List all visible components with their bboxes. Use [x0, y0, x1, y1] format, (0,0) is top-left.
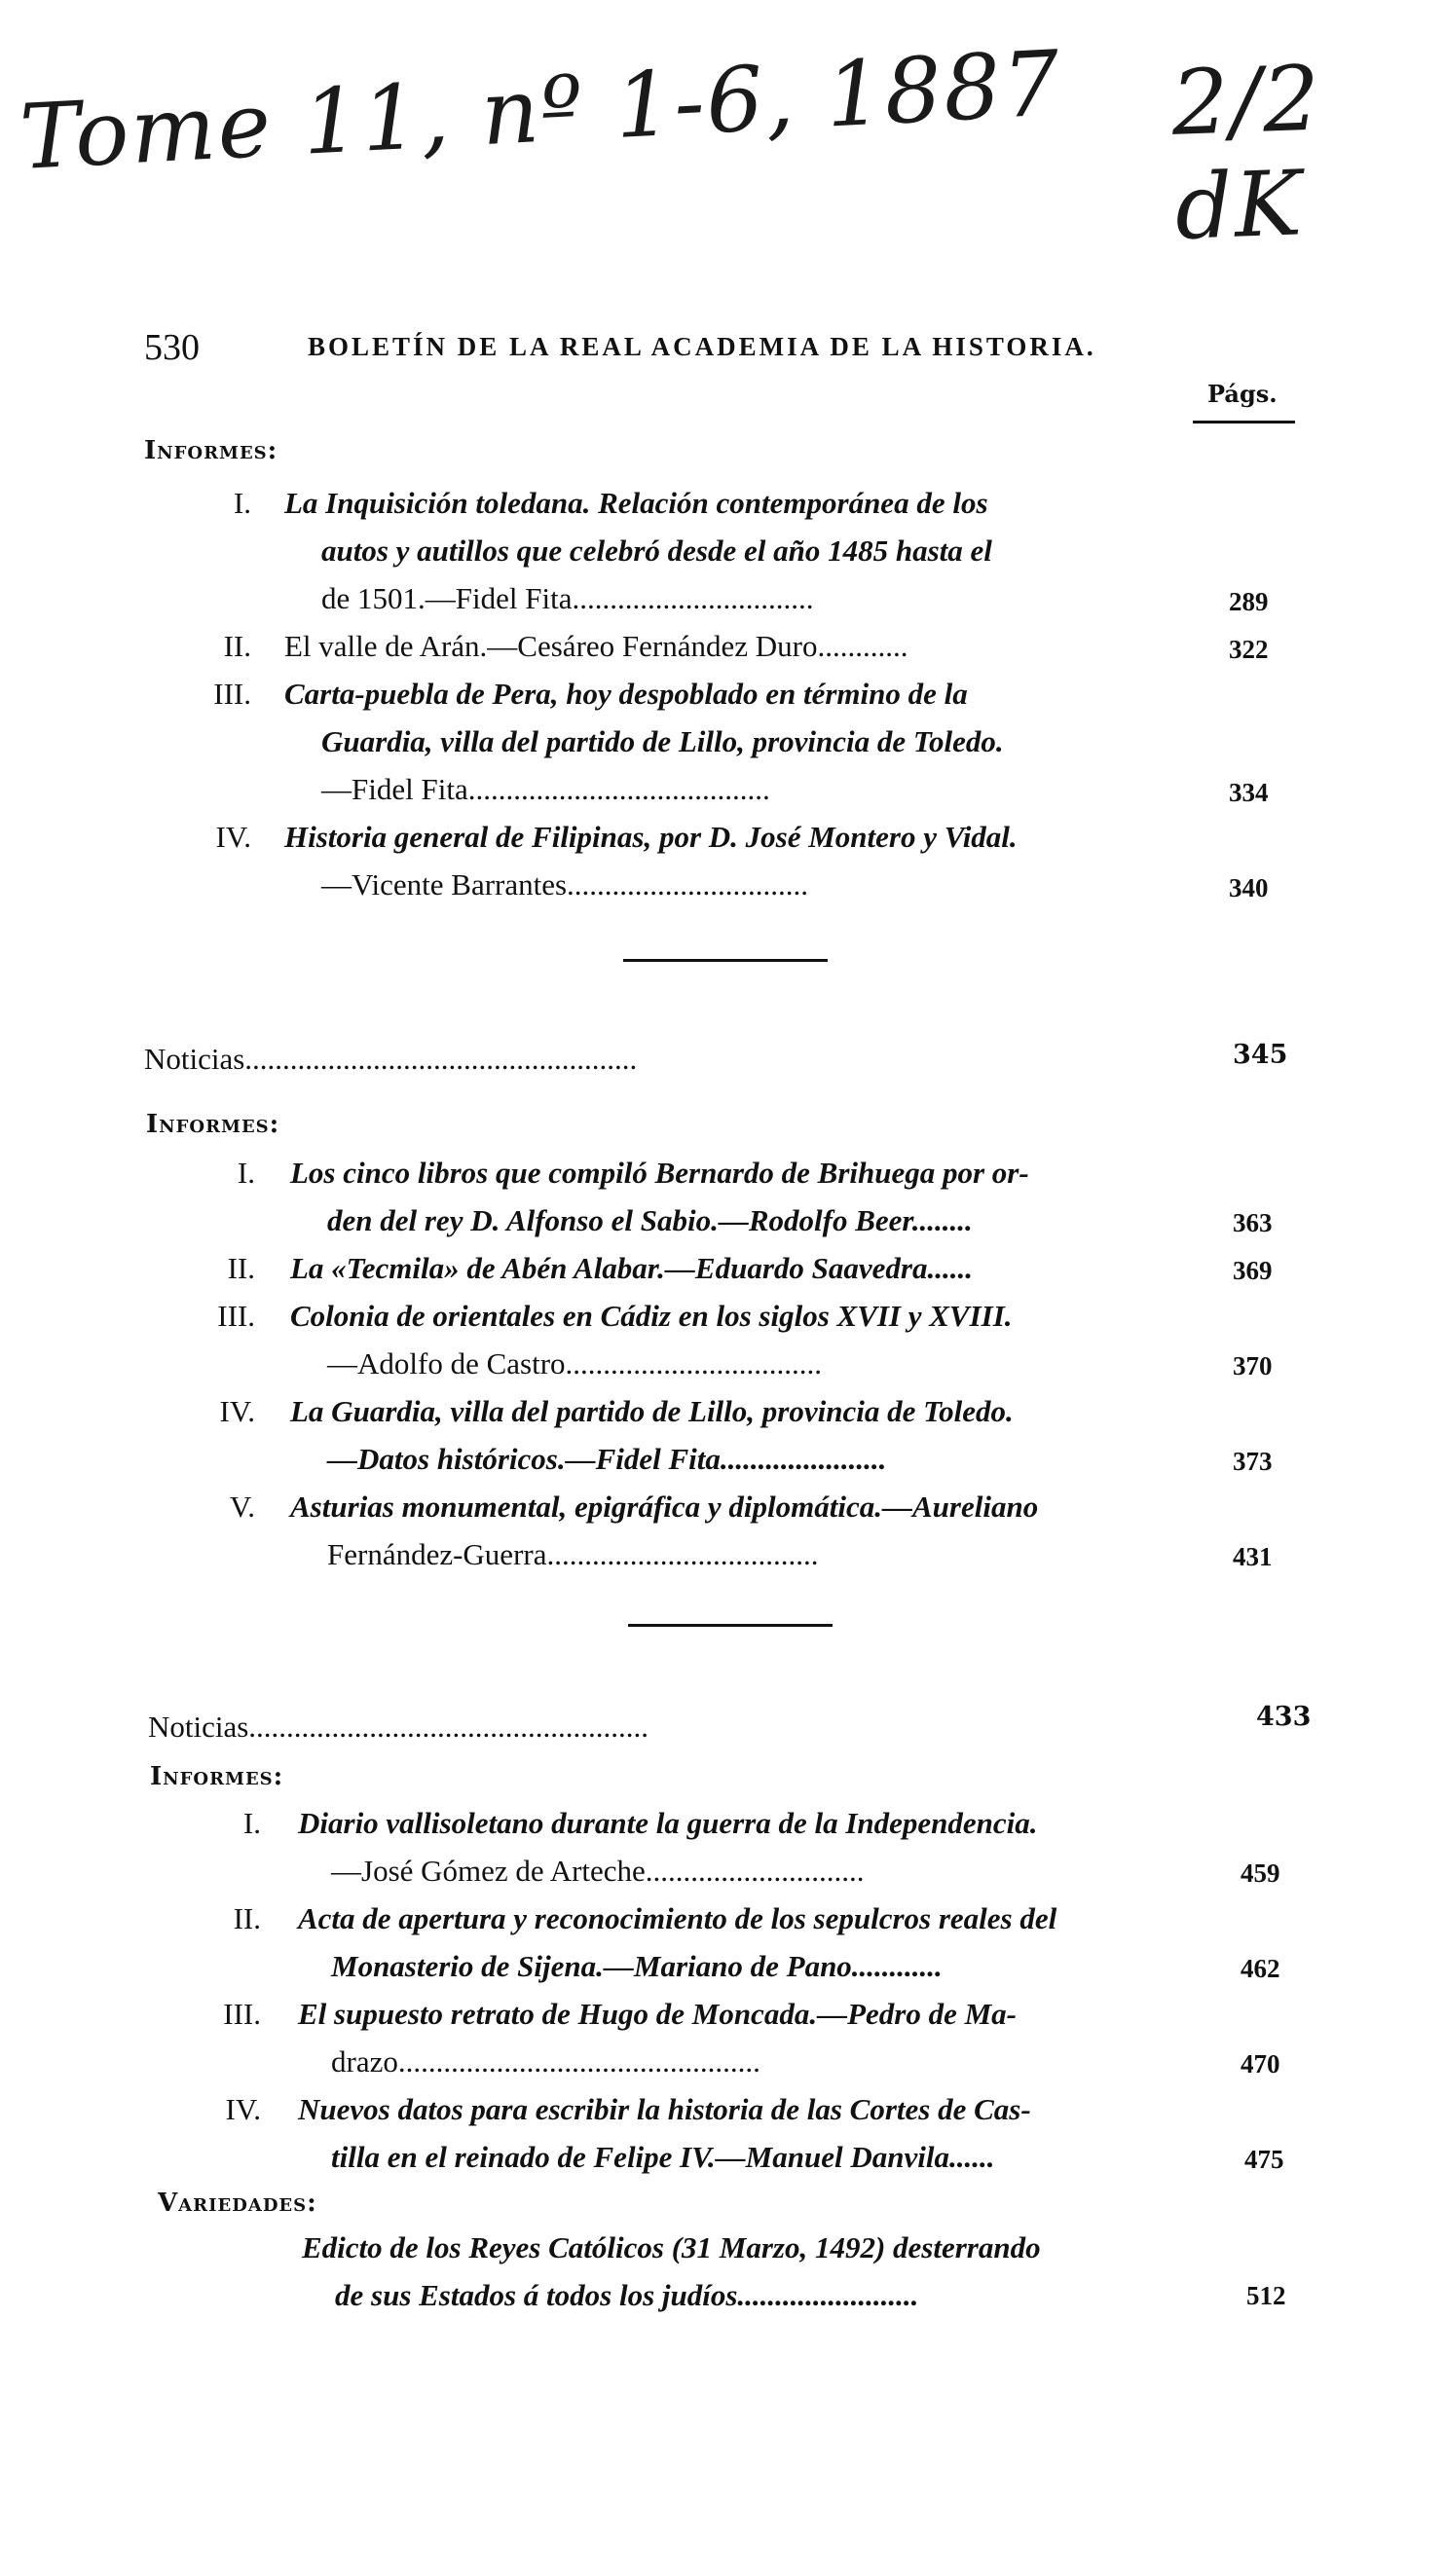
entry-page: 470 — [1241, 2049, 1280, 2079]
entry-page: 363 — [1233, 1208, 1273, 1237]
entry-line: Historia general de Filipinas, por D. José Montero y Vidal. — [284, 820, 1018, 854]
entry-line: El valle de Arán.—Cesáreo Fernández Duro............ — [284, 629, 908, 663]
entry-roman: IV. — [225, 2092, 261, 2126]
entry-line: —Datos históricos.—Fidel Fita...................... — [327, 1442, 887, 1476]
entry-roman: V. — [229, 1490, 255, 1524]
entry-page: 373 — [1233, 1447, 1273, 1476]
entry-line: La Guardia, villa del partido de Lillo, provincia de Toledo. — [290, 1394, 1014, 1428]
entry-line: Asturias monumental, epigráfica y diplomática.—Aureliano — [290, 1490, 1039, 1524]
entry-line: de 1501.—Fidel Fita................................ — [321, 581, 814, 615]
entry-roman: I. — [233, 486, 251, 520]
pags-label: Págs. — [1207, 380, 1278, 408]
entry-page: 340 — [1229, 873, 1269, 902]
entry-line: Nuevos datos para escribir la historia de las Cortes de Cas- — [298, 2092, 1031, 2126]
page-number: 530 — [144, 327, 200, 368]
entry-roman: IV. — [219, 1394, 255, 1428]
entry-line: —José Gómez de Arteche............................. — [331, 1854, 865, 1888]
entry-line: Edicto de los Reyes Católicos (31 Marzo, 1492) desterrando — [302, 2230, 1041, 2264]
entry-line: Monasterio de Sijena.—Mariano de Pano............ — [331, 1949, 943, 1983]
entry-roman: I. — [237, 1156, 255, 1190]
entry-line: Diario vallisoletano durante la guerra de la Independencia. — [298, 1806, 1038, 1840]
variedades-heading: Variedades: — [158, 2189, 317, 2218]
entry-page: 289 — [1229, 587, 1269, 616]
entry-roman: III. — [217, 1299, 255, 1333]
entry-line: den del rey D. Alfonso el Sabio.—Rodolfo Beer........ — [327, 1203, 973, 1237]
entry-roman: III. — [223, 1997, 261, 2031]
entry-line: Colonia de orientales en Cádiz en los siglos XVII y XVIII. — [290, 1299, 1013, 1333]
noticias-entry: Noticias.................................................... — [144, 1042, 638, 1076]
entry-line: Los cinco libros que compiló Bernardo de Brihuega por or- — [290, 1156, 1029, 1190]
entry-roman: IV. — [215, 820, 251, 854]
section3-heading: Informes: — [150, 1762, 284, 1791]
entry-page: 334 — [1229, 778, 1269, 807]
entry-page: 462 — [1241, 1954, 1280, 1983]
entry-page: 370 — [1233, 1351, 1273, 1380]
entry-roman: II. — [223, 629, 251, 663]
entry-line: —Fidel Fita........................................ — [321, 772, 770, 806]
section-divider — [628, 1624, 833, 1627]
entry-page: 459 — [1241, 1858, 1280, 1888]
section2-heading: Informes: — [146, 1110, 280, 1139]
noticias-page: 433 — [1256, 1702, 1312, 1732]
entry-page: 431 — [1233, 1542, 1273, 1571]
entry-line: tilla en el reinado de Felipe IV.—Manuel Danvila...... — [331, 2140, 995, 2174]
entry-roman: II. — [233, 1901, 261, 1935]
entry-roman: III. — [213, 677, 251, 711]
entry-line: El supuesto retrato de Hugo de Moncada.—Pedro de Ma- — [298, 1997, 1017, 2031]
entry-line: de sus Estados á todos los judíos........................ — [335, 2278, 919, 2312]
section1-heading: Informes: — [144, 436, 278, 465]
entry-page: 322 — [1229, 635, 1269, 664]
pags-rule — [1193, 421, 1295, 423]
entry-roman: I. — [242, 1806, 261, 1840]
journal-title: BOLETÍN DE LA REAL ACADEMIA DE LA HISTORIA. — [308, 332, 1096, 361]
entry-line: Acta de apertura y reconocimiento de los sepulcros reales del — [298, 1901, 1057, 1935]
noticias-entry: Noticias..................................................... — [148, 1710, 649, 1744]
entry-page: 475 — [1244, 2145, 1284, 2174]
entry-line: La Inquisición toledana. Relación contemporánea de los — [284, 486, 988, 520]
entry-line: La «Tecmila» de Abén Alabar.—Eduardo Saavedra...... — [290, 1251, 973, 1285]
entry-line: —Adolfo de Castro.................................. — [327, 1346, 823, 1380]
entry-line: —Vicente Barrantes................................ — [321, 867, 809, 902]
noticias-page: 345 — [1233, 1040, 1288, 1070]
entry-line: Guardia, villa del partido de Lillo, provincia de Toledo. — [321, 724, 1004, 758]
handwritten-shelf-note: 2/2 dK — [1169, 46, 1324, 260]
section-divider — [623, 959, 828, 962]
entry-page: 512 — [1246, 2281, 1286, 2310]
entry-line: autos y autillos que celebró desde el año 1485 hasta el — [321, 534, 992, 568]
entry-line: drazo................................................ — [331, 2044, 760, 2079]
entry-line: Fernández-Guerra.................................... — [327, 1537, 819, 1571]
entry-line: Carta-puebla de Pera, hoy despoblado en término de la — [284, 677, 968, 711]
entry-page: 369 — [1233, 1256, 1273, 1285]
handwritten-volume-note: Tome 11, nº 1-6, 1887 — [17, 31, 1064, 190]
entry-roman: II. — [227, 1251, 255, 1285]
